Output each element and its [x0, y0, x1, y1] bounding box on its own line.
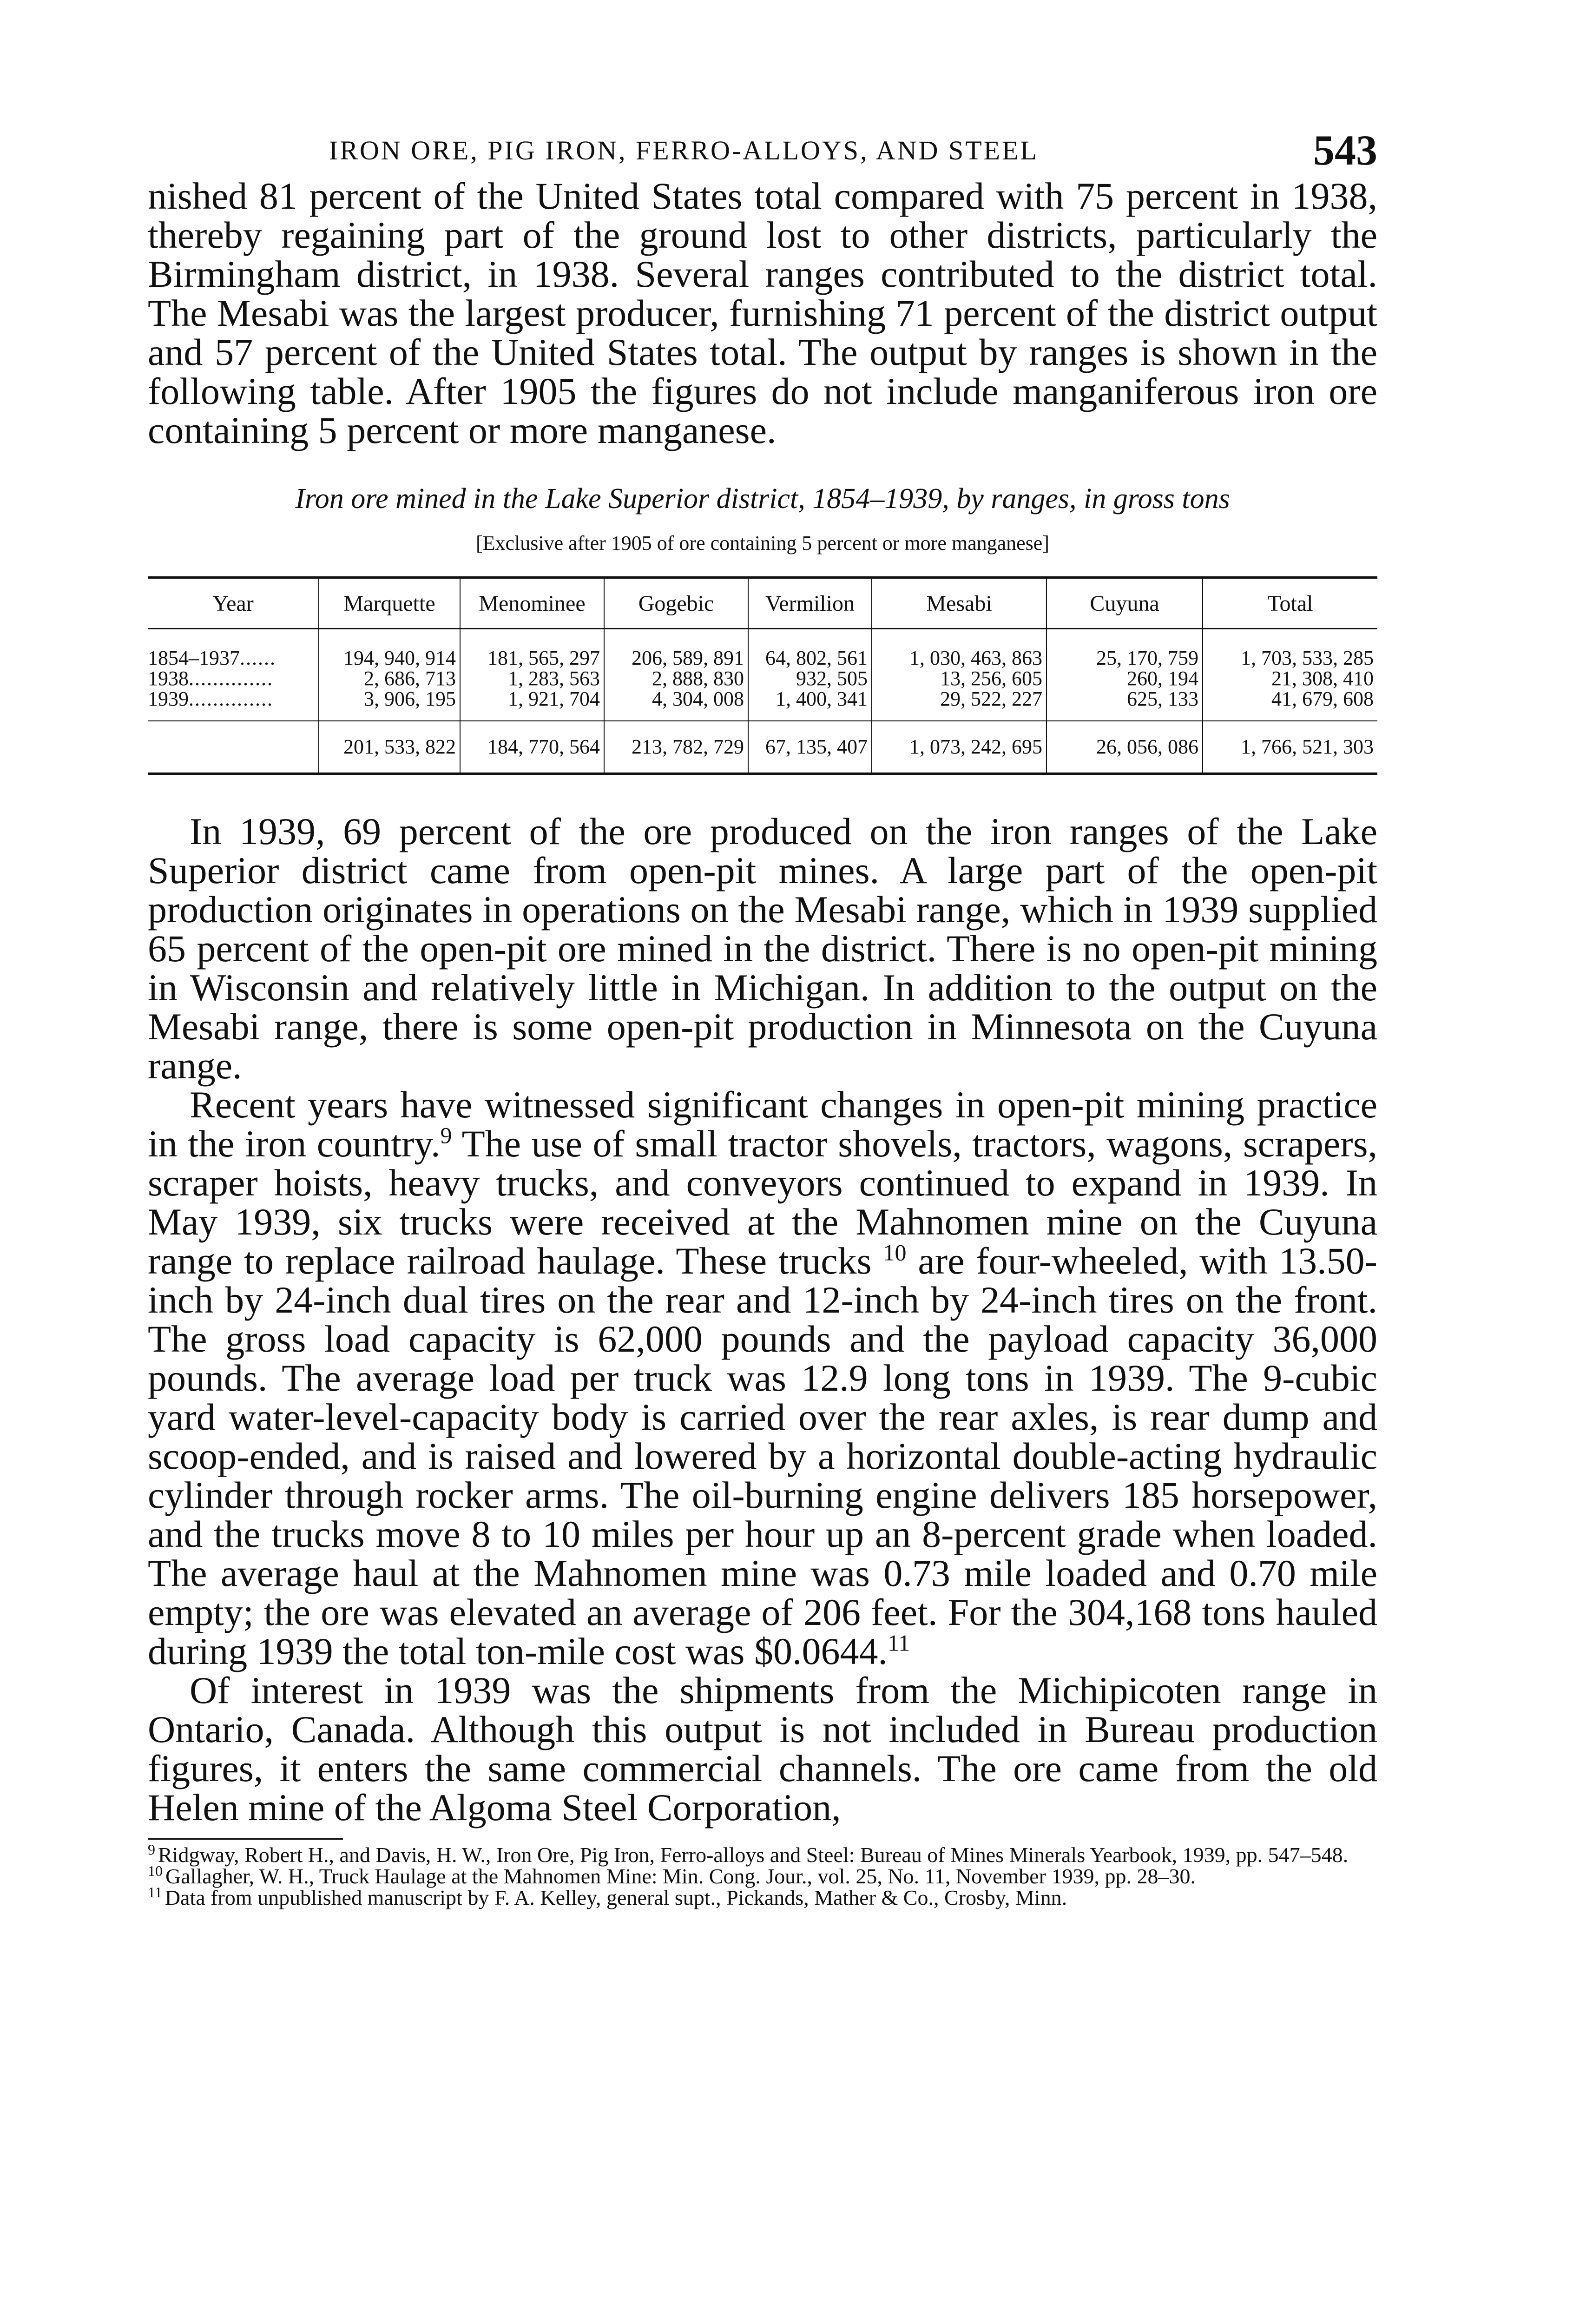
- header-menominee: Menominee: [460, 578, 604, 629]
- table-cell: 1, 703, 533, 285: [1203, 629, 1377, 669]
- table-row: [148, 629, 1377, 669]
- running-head: [148, 125, 1377, 177]
- footnote-ref-10: 10: [883, 1239, 907, 1266]
- table-cell: 13, 256, 605: [872, 668, 1046, 689]
- row-year-cell: [148, 668, 319, 689]
- footnote-rule: [148, 1838, 343, 1840]
- header-vermilion: Vermilion: [748, 578, 872, 629]
- table-cell: 206, 589, 891: [604, 629, 748, 669]
- paragraph-4: Of interest in 1939 was the shipments from the Michipicoten range in Ontario, Canada. Although this output is not included in Bureau production figures, it enters the same commercial channels. The ore came from the old Helen mine of the Algoma Steel Corporation,: [148, 1669, 1377, 1829]
- table-total-row: [148, 721, 1377, 774]
- table-cell: 25, 170, 759: [1046, 629, 1203, 669]
- total-cell: 67, 135, 407: [748, 721, 872, 774]
- total-label-cell: [148, 721, 319, 774]
- table-cell: 625, 133: [1046, 689, 1203, 721]
- page: [148, 125, 1377, 1908]
- table-cell: 64, 802, 561: [748, 629, 872, 669]
- paragraph-1: nished 81 percent of the United States total compared with 75 percent in 1938, thereby regaining part of the ground lost to other districts, particularly the Birmingham district, in 1938. Several ranges contributed to the district total. The Mesabi was the largest producer, furnishing 71 percent of the district output and 57 percent of the United States total. The output by ranges is shown in the following table. After 1905 the figures do not include manganiferous iron ore containing 5 percent or more manganese.: [148, 175, 1377, 451]
- table-cell: 41, 679, 608: [1203, 689, 1377, 721]
- table-cell: 2, 686, 713: [319, 668, 460, 689]
- footnote-marker: 10: [148, 1862, 163, 1879]
- footnote-11: [148, 1883, 1377, 1909]
- row-year-cell: [148, 629, 319, 669]
- footnote-marker: 9: [148, 1841, 155, 1858]
- table-cell: 181, 565, 297: [460, 629, 604, 669]
- footnote-ref-9: 9: [440, 1122, 452, 1149]
- total-cell: 1, 766, 521, 303: [1203, 721, 1377, 774]
- header-gogebic: Gogebic: [604, 578, 748, 629]
- table-cell: 194, 940, 914: [319, 629, 460, 669]
- running-head-title: IRON ORE, PIG IRON, FERRO-ALLOYS, AND STEEL: [329, 135, 1039, 165]
- row-year: 1938: [148, 667, 189, 690]
- table-cell: 932, 505: [748, 668, 872, 689]
- table-cell: 1, 283, 563: [460, 668, 604, 689]
- paragraph-3-part-a: Recent years have witnessed significant changes in open-pit mining practice in the iron country.: [148, 1083, 1377, 1165]
- table-cell: 21, 308, 410: [1203, 668, 1377, 689]
- table-cell: 4, 304, 008: [604, 689, 748, 721]
- footnote-text: Data from unpublished manuscript by F. A. Kelley, general supt., Pickands, Mather & Co., Crosby, Minn.: [165, 1886, 1067, 1909]
- footnote-10: [148, 1862, 1377, 1888]
- header-marquette: Marquette: [319, 578, 460, 629]
- footnote-9: [148, 1841, 1377, 1867]
- paragraph-3-part-c: are four-wheeled, with 13.50-inch by 24-inch dual tires on the rear and 12-inch by 24-inch tires on the front. The gross load capacity is 62,000 pounds and the payload capacity 36,000 pounds. The average load per truck was 12.9 long tons in 1939. The 9-cubic yard water-level-capacity body is carried over the rear axles, is rear dump and scoop-ended, and is raised and lowered by a horizontal double-acting hydraulic cylinder through rocker arms. The oil-burning engine delivers 185 horsepower, and the trucks move 8 to 10 miles per hour up an 8-percent grade when loaded. The average haul at the Mahnomen mine was 0.73 mile loaded and 0.70 mile empty; the ore was elevated an average of 206 feet. For the 304,168 tons hauled during 1939 the total ton-mile cost was $0.0644.: [148, 1240, 1377, 1672]
- leader-dots: ..............: [189, 667, 273, 690]
- page-number: 543: [1313, 126, 1377, 174]
- paragraph-3: [148, 1085, 1377, 1671]
- row-year: 1939: [148, 687, 189, 710]
- header-total: Total: [1203, 578, 1377, 629]
- total-cell: 26, 056, 086: [1046, 721, 1203, 774]
- table-cell: 260, 194: [1046, 668, 1203, 689]
- table-header-row: [148, 578, 1377, 629]
- table-cell: 1, 400, 341: [748, 689, 872, 721]
- paragraph-2: In 1939, 69 percent of the ore produced on the iron ranges of the Lake Superior district came from open-pit mines. A large part of the open-pit production originates in operations on the Mesabi range, which in 1939 supplied 65 percent of the open-pit ore mined in the district. There is no open-pit mining in Wisconsin and relatively little in Michigan. In addition to the output on the Mesabi range, there is some open-pit production in Minnesota on the Cuyuna range.: [148, 810, 1377, 1087]
- total-cell: 184, 770, 564: [460, 721, 604, 774]
- paragraph-3-part-b: The use of small tractor shovels, tractors, wagons, scrapers, scraper hoists, heavy trucks, and conveyors continued to expand in 1939. In May 1939, six trucks were received at the Mahnomen mine on the Cuyuna range to replace railroad haulage. These trucks: [148, 1122, 1377, 1282]
- table-caption: Iron ore mined in the Lake Superior district, 1854–1939, by ranges, in gross tons: [295, 483, 1230, 515]
- footnotes: [148, 1841, 1377, 1909]
- header-mesabi: Mesabi: [872, 578, 1046, 629]
- leader-dots: ..............: [189, 687, 273, 710]
- table-subcaption: [Exclusive after 1905 of ore containing 5 percent or more manganese]: [476, 532, 1049, 555]
- row-year: 1854–1937: [148, 647, 240, 669]
- header-cuyuna: Cuyuna: [1046, 578, 1203, 629]
- table-cell: 3, 906, 195: [319, 689, 460, 721]
- row-year-cell: [148, 689, 319, 721]
- header-year: Year: [148, 578, 319, 629]
- total-cell: 1, 073, 242, 695: [872, 721, 1046, 774]
- table-cell: 1, 030, 463, 863: [872, 629, 1046, 669]
- iron-ore-table: [148, 576, 1377, 775]
- footnote-text: Gallagher, W. H., Truck Haulage at the Mahnomen Mine: Min. Cong. Jour., vol. 25, No. 11, November 1939, pp. 28–30.: [165, 1864, 1196, 1888]
- table-row: [148, 689, 1377, 721]
- footnote-marker: 11: [148, 1883, 162, 1901]
- table-cell: 29, 522, 227: [872, 689, 1046, 721]
- total-cell: 201, 533, 822: [319, 721, 460, 774]
- table-row: [148, 668, 1377, 689]
- footnote-ref-11: 11: [887, 1630, 910, 1656]
- footnote-text: Ridgway, Robert H., and Davis, H. W., Iron Ore, Pig Iron, Ferro-alloys and Steel: Bureau of Mines Minerals Yearbook, 1939, pp. 547–548.: [158, 1843, 1349, 1867]
- body-after-table: [148, 812, 1377, 1827]
- table-cell: 1, 921, 704: [460, 689, 604, 721]
- table-cell: 2, 888, 830: [604, 668, 748, 689]
- leader-dots: ......: [240, 647, 276, 669]
- total-cell: 213, 782, 729: [604, 721, 748, 774]
